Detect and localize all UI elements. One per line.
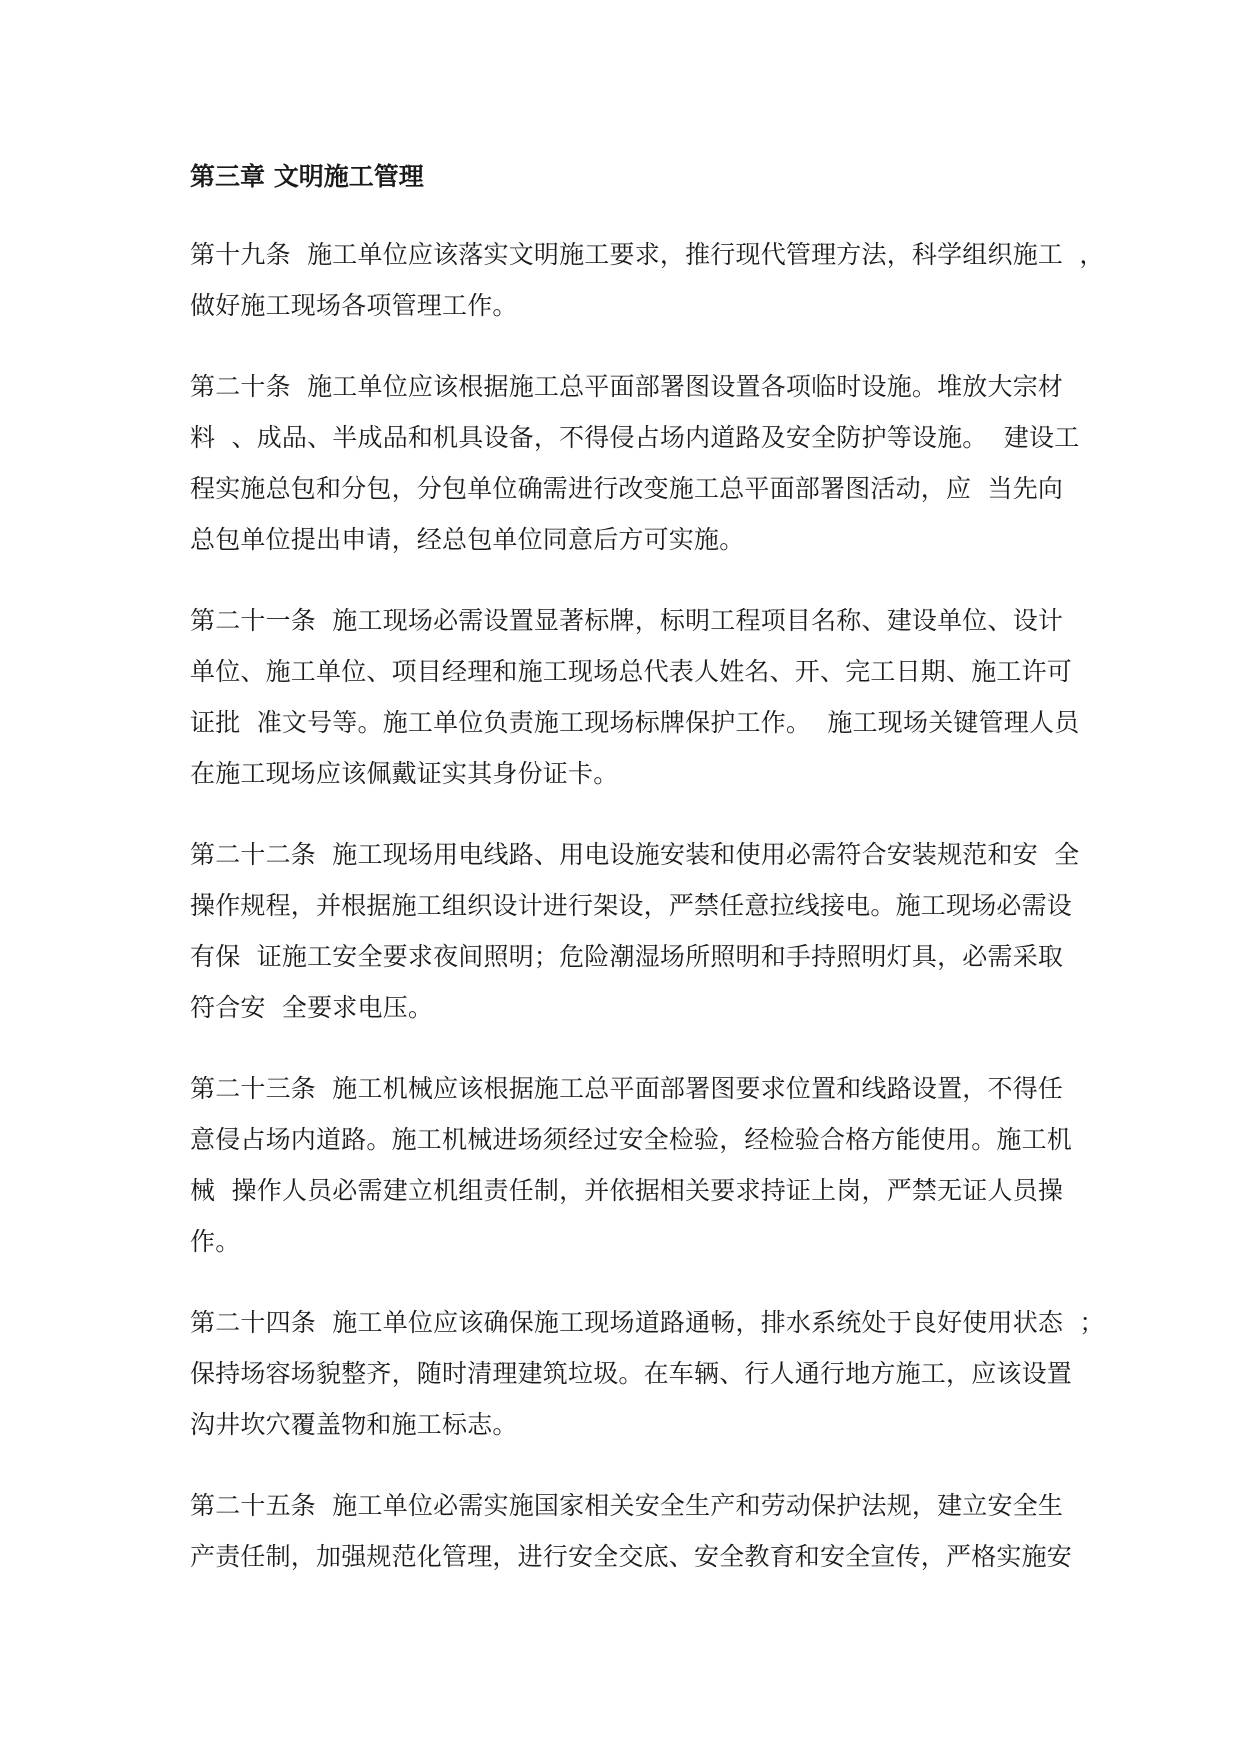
text-line: 第二十三条 施工机械应该根据施工总平面部署图要求位置和线路设置，不得任 — [190, 1074, 1064, 1103]
text-line: 有保 证施工安全要求夜间照明；危险潮湿场所照明和手持照明灯具，必需采取 — [190, 942, 1064, 971]
text-line: 沟井坎穴覆盖物和施工标志。 — [190, 1410, 518, 1439]
text-line: 操作规程，并根据施工组织设计进行架设，严禁任意拉线接电。施工现场必需设 — [190, 891, 1073, 920]
text-line: 程实施总包和分包，分包单位确需进行改变施工总平面部署图活动，应 当先向 — [190, 474, 1064, 503]
text-line: 意侵占场内道路。施工机械进场须经过安全检验，经检验合格方能使用。施工机 — [190, 1125, 1073, 1154]
text-line: 第二十一条 施工现场必需设置显著标牌，标明工程项目名称、建设单位、设计 — [190, 606, 1064, 635]
text-line: 产责任制，加强规范化管理，进行安全交底、安全教育和安全宣传，严格实施安 — [190, 1542, 1073, 1571]
article-21 — [190, 595, 1080, 799]
text-line: 作。 — [190, 1227, 241, 1256]
text-line: 证批 准文号等。施工单位负责施工现场标牌保护工作。 施工现场关键管理人员 — [190, 708, 1080, 737]
text-line: 保持场容场貌整齐，随时清理建筑垃圾。在车辆、行人通行地方施工，应该设置 — [190, 1359, 1073, 1388]
text-line: 第二十二条 施工现场用电线路、用电设施安装和使用必需符合安装规范和安 全 — [190, 840, 1080, 869]
text-line: 第十九条 施工单位应该落实文明施工要求，推行现代管理方法，科学组织施工 ， — [190, 240, 1105, 269]
article-24 — [190, 1297, 1105, 1450]
article-19 — [190, 229, 1105, 331]
text-line: 做好施工现场各项管理工作。 — [190, 291, 518, 320]
text-line: 械 操作人员必需建立机组责任制，并依据相关要求持证上岗，严禁无证人员操 — [190, 1176, 1064, 1205]
text-line: 符合安 全要求电压。 — [190, 993, 434, 1022]
text-line: 总包单位提出申请，经总包单位同意后方可实施。 — [190, 525, 745, 554]
article-20 — [190, 361, 1080, 565]
article-22 — [190, 829, 1080, 1033]
article-25 — [190, 1480, 1073, 1582]
document-content — [190, 155, 1105, 1612]
text-line: 料 、成品、半成品和机具设备，不得侵占场内道路及安全防护等设施。 建设工 — [190, 423, 1080, 452]
article-23 — [190, 1063, 1073, 1267]
text-line: 第二十五条 施工单位必需实施国家相关安全生产和劳动保护法规，建立安全生 — [190, 1491, 1064, 1520]
text-line: 单位、施工单位、项目经理和施工现场总代表人姓名、开、完工日期、施工许可 — [190, 657, 1073, 686]
text-line: 第二十四条 施工单位应该确保施工现场道路通畅，排水系统处于良好使用状态 ； — [190, 1308, 1105, 1337]
chapter-title: 第三章 文明施工管理 — [190, 162, 424, 191]
text-line: 第二十条 施工单位应该根据施工总平面部署图设置各项临时设施。堆放大宗材 — [190, 372, 1064, 401]
text-line: 在施工现场应该佩戴证实其身份证卡。 — [190, 759, 619, 788]
